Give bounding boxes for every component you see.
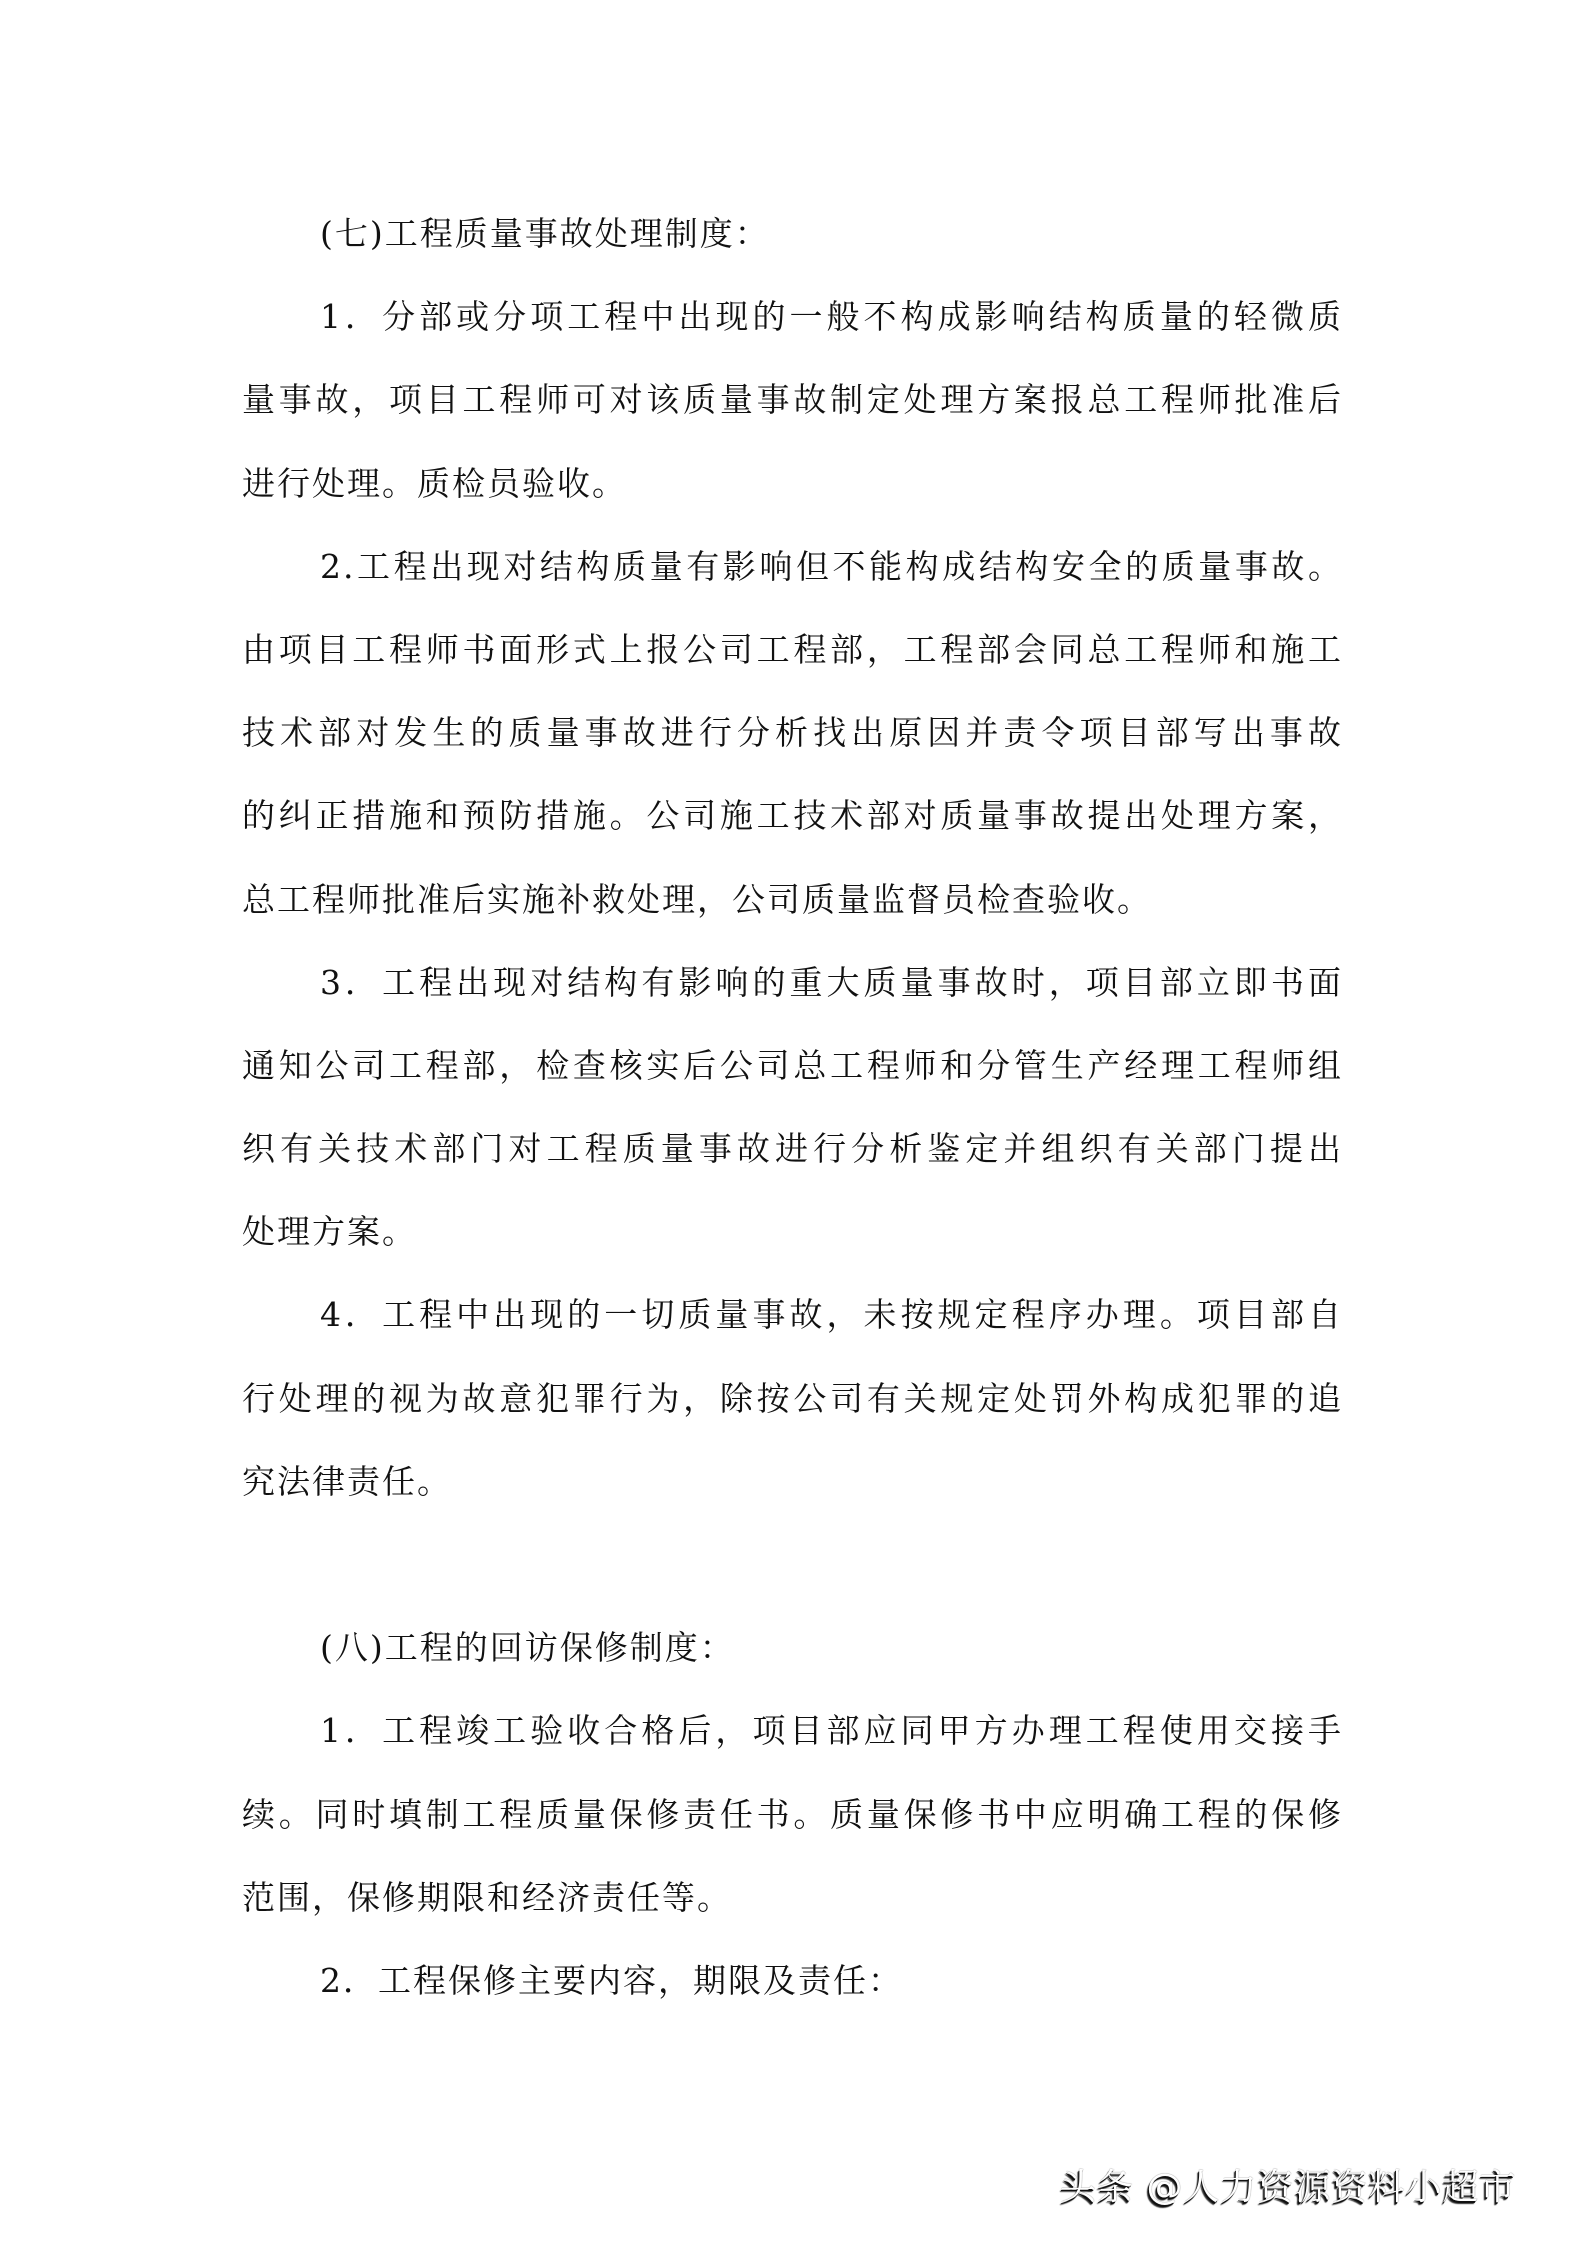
paragraph-line: 织有关技术部门对工程质量事故进行分析鉴定并组织有关部门提出 [242,1129,1343,1169]
paragraph-line: 2．工程保修主要内容，期限及责任： [320,1960,903,2000]
paragraph-line: 1．分部或分项工程中出现的一般不构成影响结构质量的轻微质 [320,297,1343,337]
paragraph-line: 3．工程出现对结构有影响的重大质量事故时，项目部立即书面 [320,962,1343,1002]
paragraph-line: 2.工程出现对结构质量有影响但不能构成结构安全的质量事故。 [320,546,1343,586]
paragraph-line: 范围，保修期限和经济责任等。 [242,1877,732,1917]
paragraph-line: 技术部对发生的质量事故进行分析找出原因并责令项目部写出事故 [242,713,1343,753]
paragraph-line: 的纠正措施和预防措施。公司施工技术部对质量事故提出处理方案， [242,796,1343,836]
paragraph-line: 4．工程中出现的一切质量事故，未按规定程序办理。项目部自 [320,1295,1343,1335]
section-heading: (七)工程质量事故处理制度： [320,214,770,253]
paragraph-line: 由项目工程师书面形式上报公司工程部，工程部会同总工程师和施工 [242,629,1343,669]
blank-line [242,1523,1343,1606]
paragraph-line: 究法律责任。 [242,1461,452,1501]
paragraph-line: 通知公司工程部，检查核实后公司总工程师和分管生产经理工程师组 [242,1045,1343,1085]
paragraph-line: 进行处理。质检员验收。 [242,463,627,503]
paragraph-line: 续。同时填制工程质量保修责任书。质量保修书中应明确工程的保修 [242,1794,1343,1834]
watermark: 头条 @人力资源资料小超市 [1060,2167,1517,2208]
paragraph-line: 量事故，项目工程师可对该质量事故制定处理方案报总工程师批准后 [242,380,1343,420]
paragraph-line: 1．工程竣工验收合格后，项目部应同甲方办理工程使用交接手 [320,1711,1343,1751]
document-body [242,192,1343,2022]
paragraph-line: 行处理的视为故意犯罪行为，除按公司有关规定处罚外构成犯罪的追 [242,1378,1343,1418]
section-heading: (八)工程的回访保修制度： [320,1628,735,1668]
paragraph-line: 处理方案。 [242,1212,417,1252]
paragraph-line: 总工程师批准后实施补救处理，公司质量监督员检查验收。 [242,879,1152,919]
